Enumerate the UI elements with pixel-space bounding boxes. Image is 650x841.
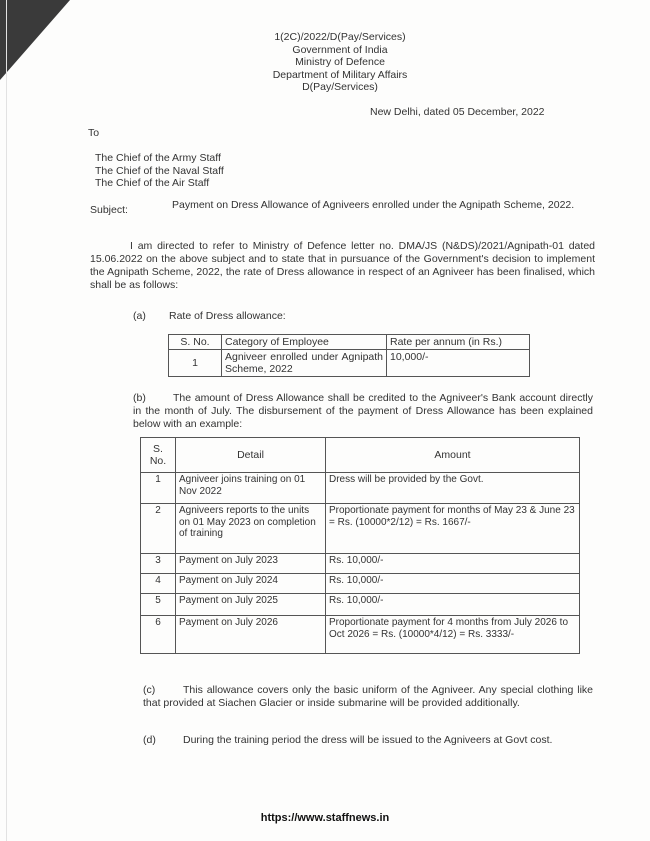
header-line-4: D(Pay/Services) <box>302 81 378 93</box>
column-header: Amount <box>326 438 580 473</box>
table-row <box>141 616 580 654</box>
letter-header <box>245 31 435 94</box>
section-d-label: (d) <box>143 734 156 746</box>
addressee-list <box>95 152 224 190</box>
header-line-2: Ministry of Defence <box>295 56 385 68</box>
table-cell: 3 <box>141 554 176 574</box>
table-cell: Proportionate payment for months of May 23 & June 23 = Rs. (10000*2/12) = Rs. 1667/- <box>326 504 580 554</box>
table-row <box>141 504 580 554</box>
page-edge <box>6 0 7 841</box>
header-line-1: Government of India <box>292 43 388 56</box>
section-c-text: This allowance covers only the basic uniform of the Agniveer. Any special clothing like that provided at Siachen Glacier or inside submarine will be provided additionally. <box>143 684 593 709</box>
column-header: Category of Employee <box>222 335 387 350</box>
column-header: S. No. <box>169 335 222 350</box>
table-cell: Proportionate payment for 4 months from July 2026 to Oct 2026 = Rs. (10000*4/12) = Rs. 3333/- <box>326 616 580 654</box>
table-header-row <box>169 335 530 350</box>
section-d-text: During the training period the dress will be issued to the Agniveers at Govt cost. <box>183 734 553 746</box>
section-b-text: The amount of Dress Allowance shall be credited to the Agniveer's Bank account directly in the month of July. The disbursement of the payment of Dress Allowance has been explained below with an example: <box>133 392 593 430</box>
section-a-text: Rate of Dress allowance: <box>169 310 286 322</box>
section-d <box>143 734 593 747</box>
subject-text: Payment on Dress Allowance of Agniveers enrolled under the Agnipath Scheme, 2022. <box>172 199 575 211</box>
table-cell: Agniveers reports to the units on 01 May 2023 on completion of training <box>176 504 326 554</box>
reference-number: 1(2C)/2022/D(Pay/Services) <box>274 31 406 43</box>
footer-url: https://www.staffnews.in <box>260 812 390 824</box>
table-cell: Payment on July 2026 <box>176 616 326 654</box>
table-cell: Dress will be provided by the Govt. <box>326 473 580 504</box>
table-cell: Agniveer enrolled under Agnipath Scheme, 2022 <box>222 350 387 377</box>
page-corner-fold <box>0 0 70 80</box>
section-c <box>143 684 593 710</box>
addressee-2: The Chief of the Naval Staff <box>95 164 224 177</box>
column-header: S. No. <box>141 438 176 473</box>
table-row <box>141 574 580 594</box>
to-label: To <box>88 127 100 139</box>
table-cell: Rs. 10,000/- <box>326 554 580 574</box>
header-line-3: Department of Military Affairs <box>272 68 408 81</box>
addressee-1: The Chief of the Army Staff <box>95 152 221 164</box>
table-cell: Payment on July 2025 <box>176 594 326 616</box>
table-row <box>141 594 580 616</box>
table-cell: 1 <box>169 350 222 377</box>
table-cell: Rs. 10,000/- <box>326 574 580 594</box>
disbursement-example-table <box>140 437 580 654</box>
table-cell: 6 <box>141 616 176 654</box>
subject-label: Subject: <box>90 204 128 216</box>
section-a-label: (a) <box>133 310 146 322</box>
table-cell: 4 <box>141 574 176 594</box>
paragraph-1-text: I am directed to refer to Ministry of Defence letter no. DMA/JS (N&DS)/2021/Agnipath-01 dated 15.06.2022 on the above subject and to state that in pursuance of the Government's decision to implement the Agnipath Scheme, 2022, the rate of Dress allowance in respect of an Agniveer has been finalised, which shall be as follows: <box>90 240 595 291</box>
table-cell: 10,000/- <box>387 350 530 377</box>
column-header: Detail <box>176 438 326 473</box>
section-c-label: (c) <box>143 684 156 696</box>
table-row <box>169 350 530 377</box>
section-a <box>133 310 286 322</box>
table-cell: Payment on July 2023 <box>176 554 326 574</box>
table-cell: Payment on July 2024 <box>176 574 326 594</box>
section-b <box>133 392 593 431</box>
table-header-row <box>141 438 580 473</box>
table-cell: 1 <box>141 473 176 504</box>
column-header: Rate per annum (in Rs.) <box>387 335 530 350</box>
paragraph-1 <box>90 240 595 292</box>
table-row <box>141 473 580 504</box>
table-cell: 2 <box>141 504 176 554</box>
section-b-label: (b) <box>133 392 146 404</box>
table-cell: 5 <box>141 594 176 616</box>
letter-date: New Delhi, dated 05 December, 2022 <box>370 106 545 118</box>
dress-allowance-rate-table <box>168 334 530 377</box>
table-cell: Rs. 10,000/- <box>326 594 580 616</box>
table-cell: Agniveer joins training on 01 Nov 2022 <box>176 473 326 504</box>
addressee-3: The Chief of the Air Staff <box>95 177 210 189</box>
table-row <box>141 554 580 574</box>
